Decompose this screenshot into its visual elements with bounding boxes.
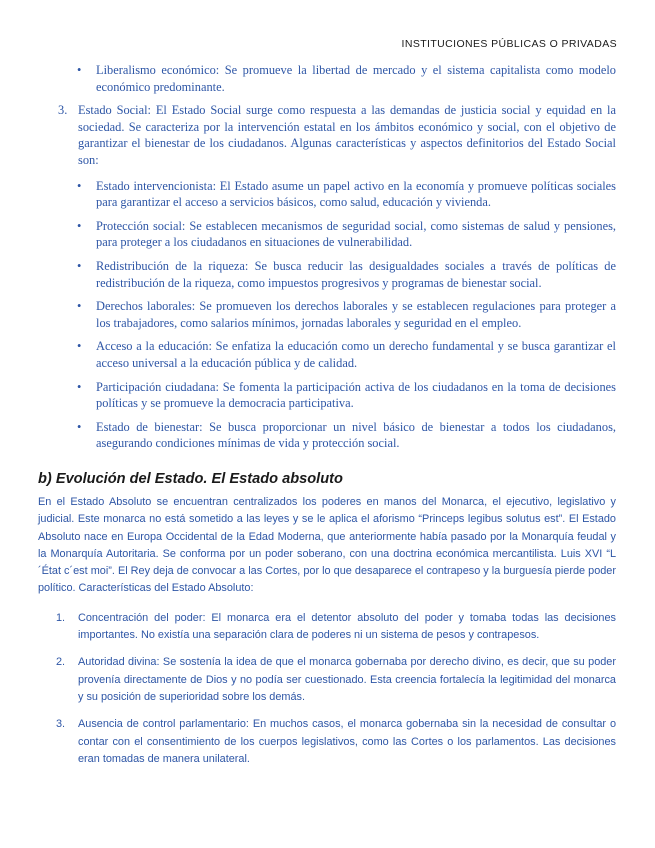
bullet-icon: • [77, 178, 82, 193]
section-heading: b) Evolución del Estado. El Estado absoluto [38, 471, 343, 487]
list-item-text: Redistribución de la riqueza: Se busca reducir las desigualdades sociales a través de políticas de redistribución de la riqueza, como impuestos progresivos y programas de bienestar social. [96, 258, 616, 290]
item-text: Estado Social: El Estado Social surge como respuesta a las demandas de justicia social y equidad en la sociedad. Se caracteriza por la intervención estatal en los ámbitos económico y social, con el objetivo de garantizar el bienestar de los ciudadanos. Algunas características y aspectos definitorios del Estado Social son: [78, 103, 616, 167]
estado-absoluto-section [38, 494, 616, 778]
bullet-icon: • [77, 218, 82, 233]
bullet-icon: • [77, 258, 82, 273]
list-item-text: Estado intervencionista: El Estado asume un papel activo en la economía y promueve políticas sociales para garantizar el acceso a servicios básicos, como salud, educación y vivienda. [96, 178, 616, 210]
numbered-item [56, 654, 616, 706]
list-item [77, 298, 616, 331]
bullet-icon: • [77, 339, 82, 354]
item-number: 3. [56, 718, 66, 731]
numbered-item [56, 716, 616, 768]
item-text: Ausencia de control parlamentario: En muchos casos, el monarca gobernaba sin la necesidad de consultar o contar con el consentimiento de los cuerpos legislativos, como las Cortes o los parlamentos. Las decisiones eran tomadas de manera unilateral. [78, 718, 616, 765]
bullet-icon: • [77, 299, 82, 314]
list-item [77, 218, 616, 251]
list-item-text: Estado de bienestar: Se busca proporcionar un nivel básico de bienestar a todos los ciudadanos, asegurando condiciones mínimas de vida y protección social. [96, 419, 616, 451]
intro-paragraph: En el Estado Absoluto se encuentran centralizados los poderes en manos del Monarca, el ejecutivo, legislativo y judicial. Este monarca no está sometido a las leyes y se le aplica el aforismo “Princeps legibus solutus est”. El Estado Absoluto nace en Europa Occidental de la Edad Moderna, que anteriormente había pasado por la Monarquía feudal y la Monarquía Autoritaria. Se conforma por un poder soberano, con una doctrina económica mercantilista. Luis XVI “L´État c´est moi”. El Rey deja de convocar a las Cortes, por lo que desaparece el contrapeso y la burguesía pierde poder político. Características del Estado Absoluto: [38, 496, 616, 595]
item-number: 1. [56, 611, 66, 624]
list-item-text: Derechos laborales: Se promueven los derechos laborales y se establecen regulaciones para proteger a los trabajadores, como salarios mínimos, jornadas laborales y seguridad en el empleo. [96, 299, 616, 330]
numbered-item-estado-social [58, 102, 616, 168]
estado-social-section [0, 62, 655, 459]
list-item-text: Participación ciudadana: Se fomenta la participación activa de los ciudadanos en la toma de decisiones políticas y se promueve la democracia participativa. [96, 379, 616, 411]
list-item [77, 178, 616, 211]
bullet-icon: • [77, 379, 82, 394]
list-item-text: Protección social: Se establecen mecanismos de seguridad social, como sistemas de salud y pensiones, para proteger a los ciudadanos en situaciones de vulnerabilidad. [96, 218, 616, 250]
bullet-icon: • [77, 419, 82, 434]
item-number: 3. [58, 103, 68, 118]
item-text: Concentración del poder: El monarca era el detentor absoluto del poder y tomaba todas las decisiones importantes. No existía una separación clara de poderes ni un sistema de pesos y contrapesos. [78, 611, 616, 642]
list-item-liberalismo [77, 62, 616, 95]
list-item [77, 258, 616, 291]
running-header: INSTITUCIONES PÚBLICAS O PRIVADAS [401, 38, 617, 50]
list-item-text: Liberalismo económico: Se promueve la libertad de mercado y el sistema capitalista como modelo económico predominante. [96, 63, 616, 94]
item-text: Autoridad divina: Se sostenía la idea de que el monarca gobernaba por derecho divino, es decir, que su poder provenía directamente de Dios y no podía ser cuestionado. Esta creencia fortalecía la legitimidad del monarca y su posición de superioridad sobre los demás. [78, 656, 616, 703]
item-number: 2. [56, 656, 66, 669]
list-item [77, 419, 616, 452]
list-item [77, 379, 616, 412]
list-item-text: Acceso a la educación: Se enfatiza la educación como un derecho fundamental y se busca garantizar el acceso universal a la educación pública y de calidad. [96, 339, 616, 370]
bullet-icon: • [77, 63, 82, 77]
list-item [77, 338, 616, 371]
numbered-item [56, 610, 616, 645]
